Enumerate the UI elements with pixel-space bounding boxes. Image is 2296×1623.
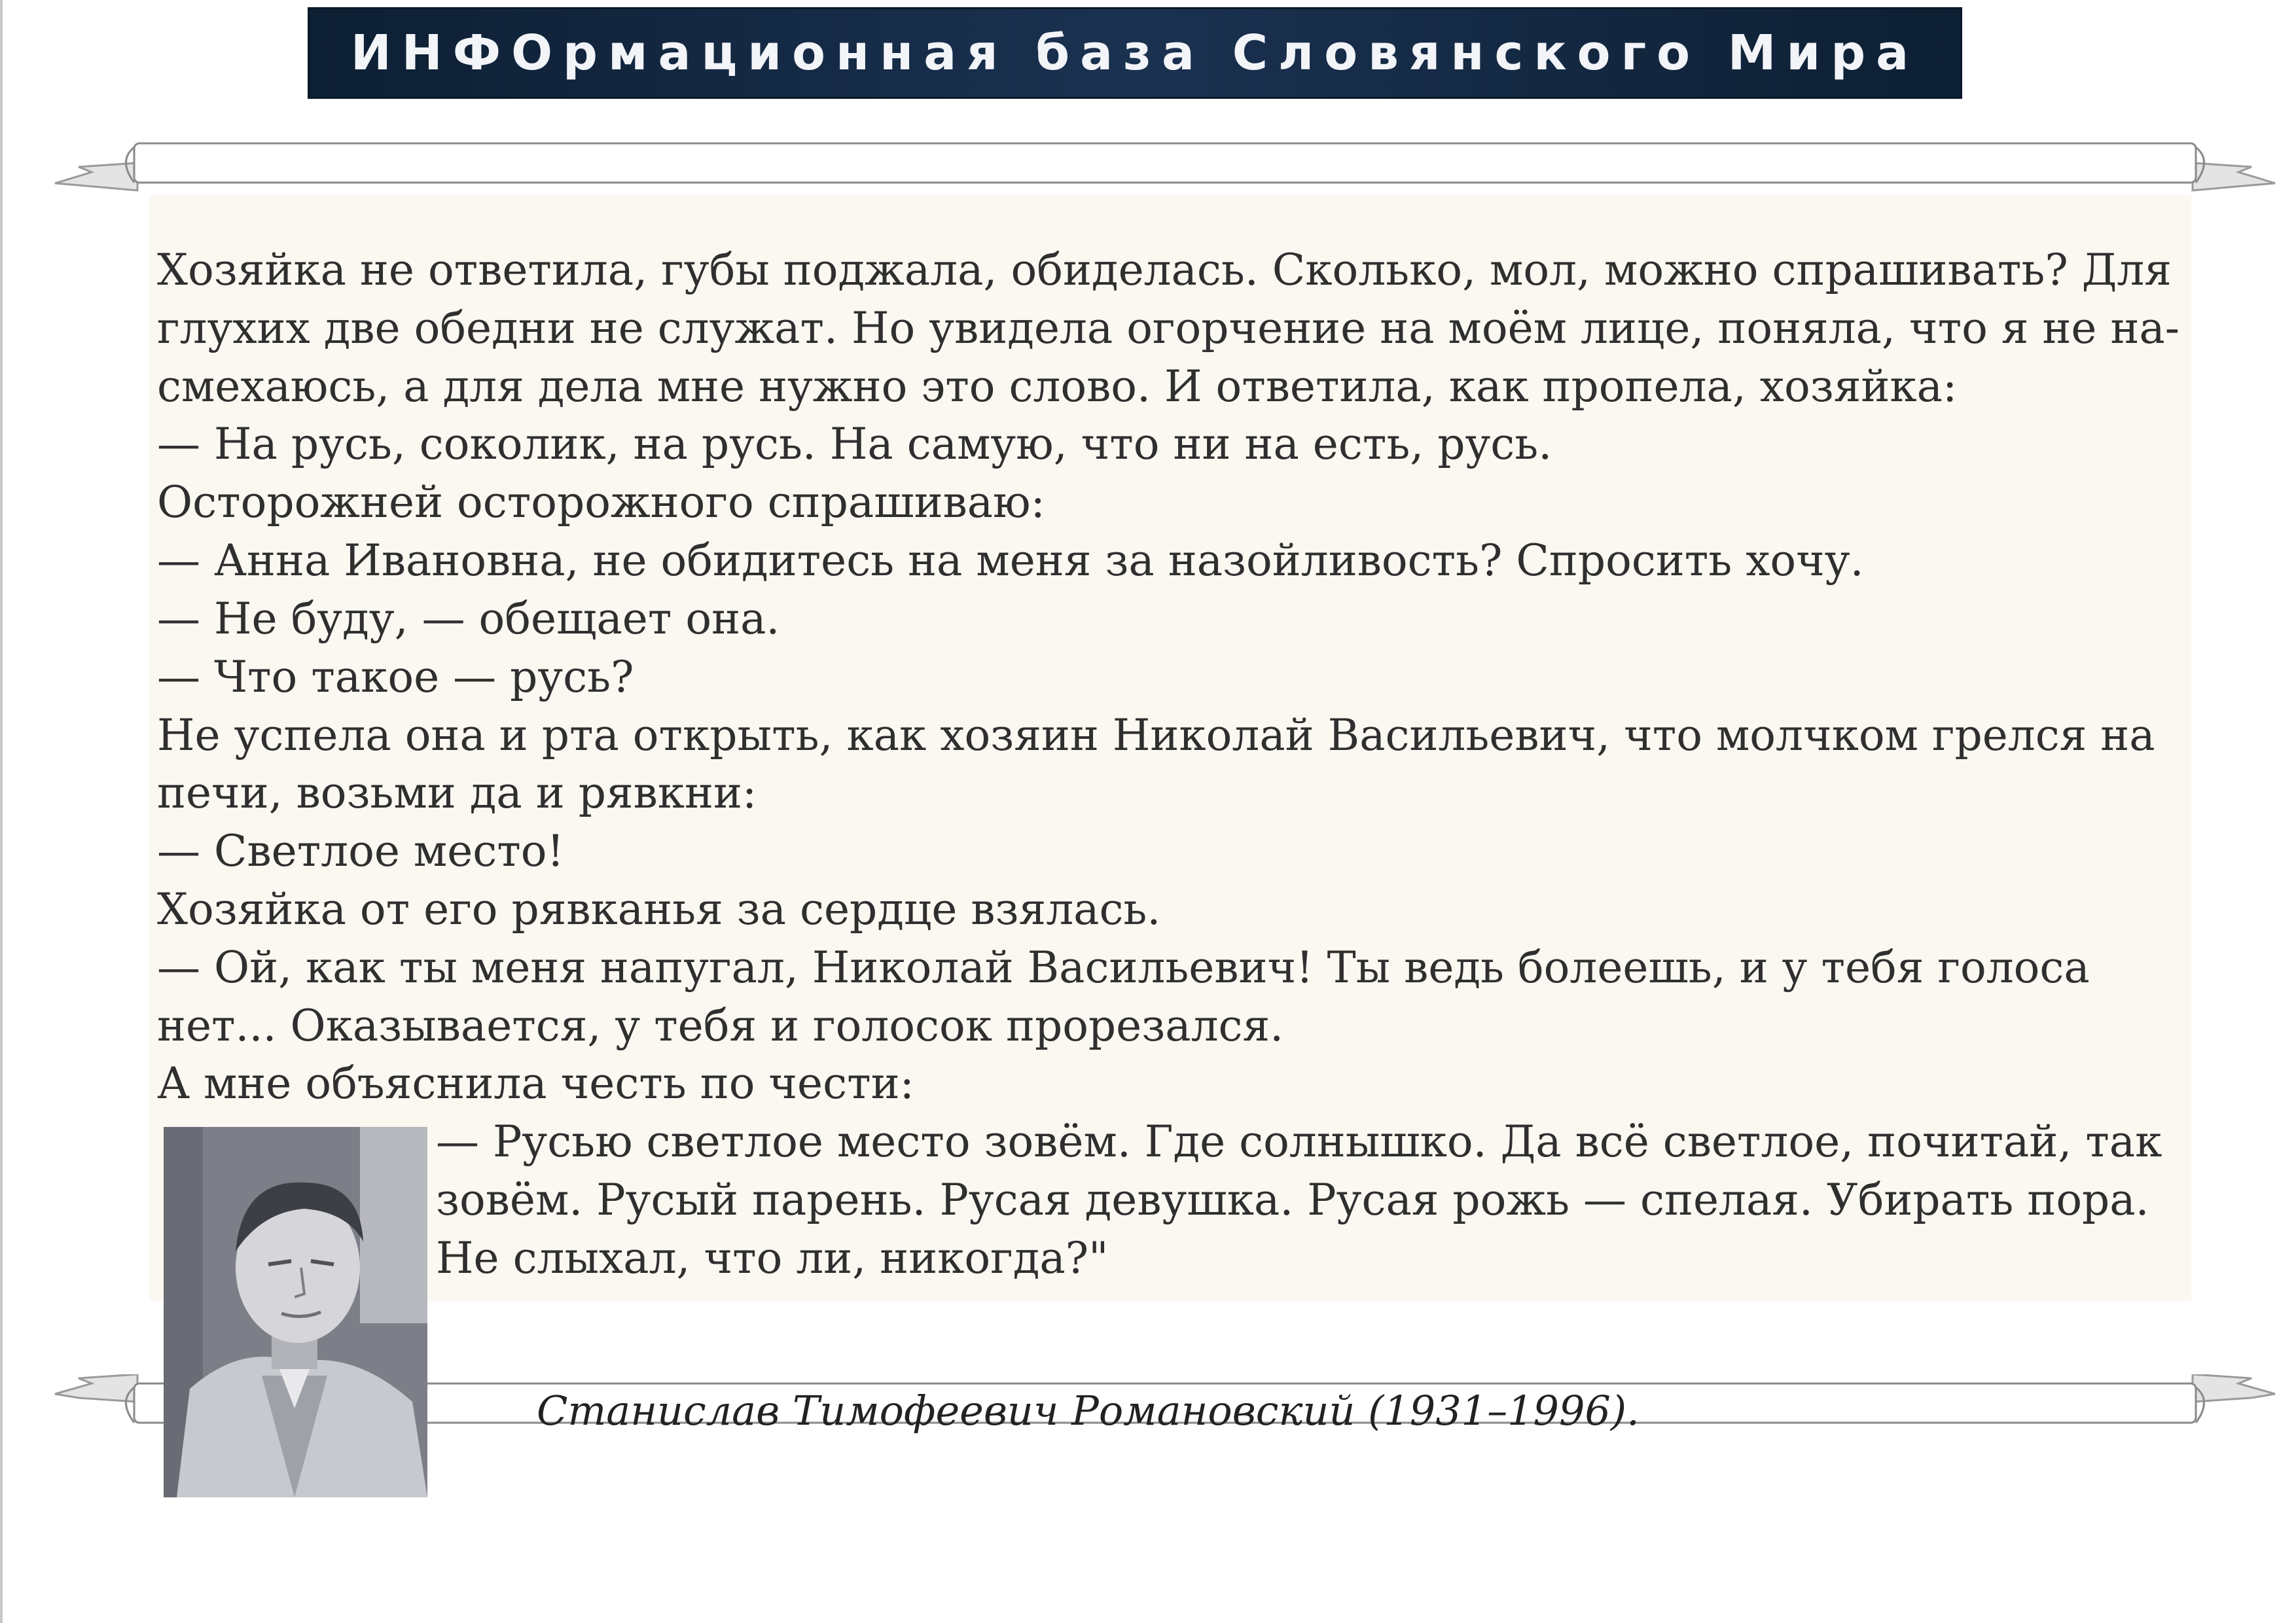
- article-line: Хозяйка от его рявканья за сердце взялась.: [157, 884, 1161, 935]
- author-portrait-photo: [164, 1127, 427, 1497]
- article-line: — Не буду, — обещает она.: [157, 594, 780, 644]
- article-line: А мне объяснила честь по чести:: [157, 1058, 914, 1109]
- article-line: — Русью светлое место зовём. Где солнышко. Да всё светлое, почитай, так: [436, 1116, 2162, 1167]
- top-scroll-ribbon: [52, 134, 2278, 200]
- page-left-border: [0, 0, 3, 1623]
- article-line: нет... Оказывается, у тебя и голосок прорезался.: [157, 1001, 1284, 1051]
- article-line: — На русь, соколик, на русь. На самую, что ни на есть, русь.: [157, 419, 1552, 469]
- article-line: — Ой, как ты меня напугал, Николай Васильевич! Ты ведь болеешь, и у тебя голоса: [157, 942, 2090, 993]
- site-banner[interactable]: [310, 9, 1960, 97]
- article-line: Осторожней осторожного спрашиваю:: [157, 477, 1045, 527]
- article-line: зовём. Русый парень. Русая девушка. Русая рожь — спелая. Убирать пора.: [436, 1175, 2149, 1225]
- article-line: смехаюсь, а для дела мне нужно это слово. И ответила, как пропела, хозяйка:: [157, 361, 1958, 412]
- article-line: Хозяйка не ответила, губы поджала, обиделась. Сколько, мол, можно спрашивать? Для: [157, 245, 2172, 295]
- banner-title: ИНФОрмационная база Словянского Мира: [350, 25, 1920, 81]
- article-line: — Светлое место!: [157, 826, 565, 876]
- article-line: — Что такое — русь?: [157, 652, 634, 702]
- article-line: Не слыхал, что ли, никогда?": [436, 1233, 1109, 1283]
- article-line: глухих две обедни не служат. Но увидела огорчение на моём лице, поняла, что я не на-: [157, 303, 2180, 353]
- article-line: печи, возьми да и рявкни:: [157, 768, 757, 818]
- article-line: Не успела она и рта открыть, как хозяин Николай Васильевич, что молчком грелся на: [157, 710, 2155, 760]
- author-caption: Станислав Тимофеевич Романовский (1931–1996).: [537, 1387, 1640, 1435]
- article-line: — Анна Ивановна, не обидитесь на меня за назойливость? Спросить хочу.: [157, 535, 1864, 586]
